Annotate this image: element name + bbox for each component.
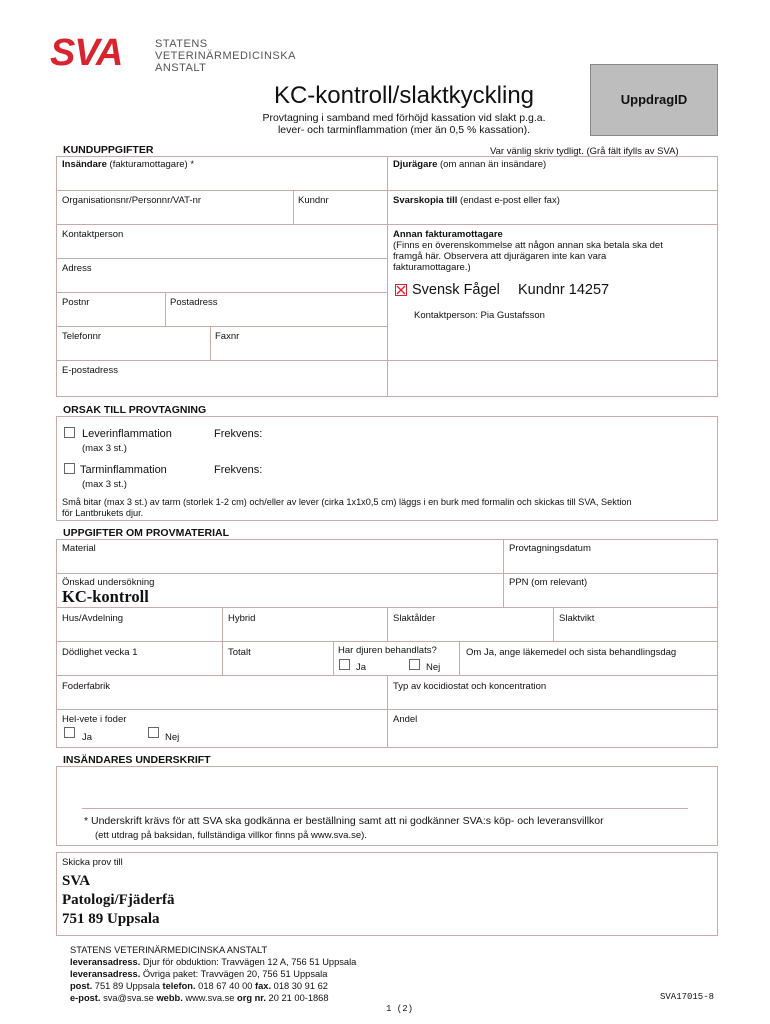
leverinflammation-label: Leverinflammation (82, 428, 172, 440)
uppdrag-id-label: UppdragID (620, 92, 688, 107)
andel-field[interactable]: Andel (393, 714, 418, 725)
insandare-field[interactable]: Insändare (fakturamottagare) * (62, 159, 195, 170)
kontaktperson-field[interactable]: Kontaktperson (62, 229, 124, 240)
skicka-line-3: 751 89 Uppsala (62, 911, 160, 927)
uppdrag-id-box (590, 64, 718, 136)
footer-line-1: leveransadress. Djur för obduktion: Travvägen 12 A, 756 51 Uppsala (70, 957, 357, 967)
postnr-field[interactable]: Postnr (62, 297, 90, 308)
skicka-line-2: Patologi/Fjäderfä (62, 892, 175, 908)
tarm-frekvens-label[interactable]: Frekvens: (214, 464, 263, 476)
epost-field[interactable]: E-postadress (62, 365, 118, 376)
orgnr-field[interactable]: Organisationsnr/Personnr/VAT-nr (62, 195, 202, 206)
kund-note: Var vänlig skriv tydligt. (Grå fält ifylls av SVA) (490, 146, 679, 157)
tarminflammation-label: Tarminflammation (80, 464, 167, 476)
svensk-fagel-contact: Kontaktperson: Pia Gustafsson (414, 310, 545, 321)
page-title: KC-kontroll/slaktkyckling (273, 82, 535, 109)
sva-logo-name: STATENS VETERINÄRMEDICINSKA ANSTALT (155, 38, 296, 74)
foderfabrik-field[interactable]: Foderfabrik (62, 681, 111, 692)
tarminflammation-checkbox[interactable] (64, 463, 75, 474)
slaktalder-field[interactable]: Slaktålder (393, 613, 436, 624)
skicka-line-1: SVA (62, 873, 91, 889)
section-kunduppgifter: KUNDUPPGIFTER (63, 144, 154, 156)
behandlats-ja-checkbox[interactable] (339, 659, 350, 670)
kocidiostat-field[interactable]: Typ av kocidiostat och koncentration (393, 681, 547, 692)
helvete-nej-checkbox[interactable] (148, 727, 159, 738)
provtagningsdatum-field[interactable]: Provtagningsdatum (509, 543, 591, 554)
helvete-ja-checkbox[interactable] (64, 727, 75, 738)
material-field[interactable]: Material (62, 543, 96, 554)
svensk-fagel-kundnr: Kundnr 14257 (518, 282, 610, 298)
orsak-note-1: Små bitar (max 3 st.) av tarm (storlek 1-2 cm) och/eller av lever (cirka 1x1x0,5 cm) läggs i en burk med formalin och skickas till SVA, Sektion (62, 497, 632, 507)
totalt-field[interactable]: Totalt (228, 647, 251, 658)
footer-line-3: post. 751 89 Uppsala telefon. 018 67 40 00 fax. 018 30 91 62 (70, 981, 328, 991)
section-orsak: ORSAK TILL PROVTAGNING (63, 404, 207, 416)
footer-line-2: leveransadress. Övriga paket: Travvägen 20, 756 51 Uppsala (70, 969, 328, 979)
page-subtitle-1: Provtagning i samband med förhöjd kassation vid slakt p.g.a. (262, 112, 546, 124)
hybrid-field[interactable]: Hybrid (228, 613, 256, 624)
annan-fakturamottagare-text-2: framgå här. Observera att djurägaren inte kan vara (393, 251, 607, 262)
lever-frekvens-label[interactable]: Frekvens: (214, 428, 263, 440)
section-underskrift: INSÄNDARES UNDERSKRIFT (63, 754, 211, 766)
djuragare-field[interactable]: Djurägare (om annan än insändare) (393, 159, 547, 170)
behandlats-label: Har djuren behandlats? (338, 645, 437, 656)
checkmark-x-icon (396, 285, 406, 295)
ppn-field[interactable]: PPN (om relevant) (509, 577, 588, 588)
underskrift-terms-link: (ett utdrag på baksidan, fullständiga villkor finns på www.sva.se). (95, 830, 367, 841)
doc-code: SVA17015-8 (660, 992, 715, 1002)
annan-fakturamottagare-text-1: (Finns en överenskommelse att någon annan ska betala ska det (393, 240, 663, 251)
svensk-fagel-label: Svensk Fågel (412, 282, 500, 298)
behandlats-nej-checkbox[interactable] (409, 659, 420, 670)
sva-logo-mark: SVA (50, 32, 123, 74)
dodlighet-field[interactable]: Dödlighet vecka 1 (62, 647, 138, 658)
helvete-label: Hel-vete i foder (62, 714, 127, 725)
annan-fakturamottagare-heading: Annan fakturamottagare (393, 229, 503, 240)
slaktvikt-field[interactable]: Slaktvikt (559, 613, 595, 624)
helvete-nej-label: Nej (165, 732, 180, 743)
behandlats-nej-label: Nej (426, 662, 441, 673)
leverinflammation-checkbox[interactable] (64, 427, 75, 438)
svarskopia-field[interactable]: Svarskopia till (endast e-post eller fax) (393, 195, 560, 206)
page-subtitle-2: lever- och tarminflammation (mer än 0,5 % kassation). (277, 124, 531, 136)
telefon-field[interactable]: Telefonnr (62, 331, 102, 342)
underskrift-terms: * Underskrift krävs för att SVA ska godkänna er beställning samt att ni godkänner SVA:s köp- och leveransvillkor (84, 815, 604, 827)
postadress-field[interactable]: Postadress (170, 297, 218, 308)
hus-avdelning-field[interactable]: Hus/Avdelning (62, 613, 124, 624)
helvete-ja-label: Ja (82, 732, 93, 743)
onskad-undersokning-field[interactable]: Önskad undersökning (62, 577, 155, 588)
signature-line (82, 808, 688, 809)
kundnr-field[interactable]: Kundnr (298, 195, 329, 206)
page-number: 1 (2) (386, 1004, 414, 1014)
orsak-note-2: för Lantbrukets djur. (62, 508, 144, 518)
section-provmaterial: UPPGIFTER OM PROVMATERIAL (63, 527, 230, 539)
om-ja-field[interactable]: Om Ja, ange läkemedel och sista behandlingsdag (466, 647, 677, 658)
footer (70, 944, 356, 1004)
lever-max: (max 3 st.) (82, 443, 127, 454)
adress-field[interactable]: Adress (62, 263, 92, 274)
tarm-max: (max 3 st.) (82, 479, 127, 490)
annan-fakturamottagare-text-3: fakturamottagare.) (393, 262, 471, 273)
behandlats-ja-label: Ja (356, 662, 367, 673)
footer-org: STATENS VETERINÄRMEDICINSKA ANSTALT (70, 945, 268, 955)
footer-line-4: e-post. sva@sva.se webb. www.sva.se org nr. 20 21 00-1868 (70, 993, 329, 1003)
fax-field[interactable]: Faxnr (215, 331, 240, 342)
skicka-prov-label: Skicka prov till (62, 857, 123, 868)
kc-kontroll-value: KC-kontroll (62, 587, 149, 606)
svensk-fagel-checkbox[interactable] (395, 284, 407, 296)
